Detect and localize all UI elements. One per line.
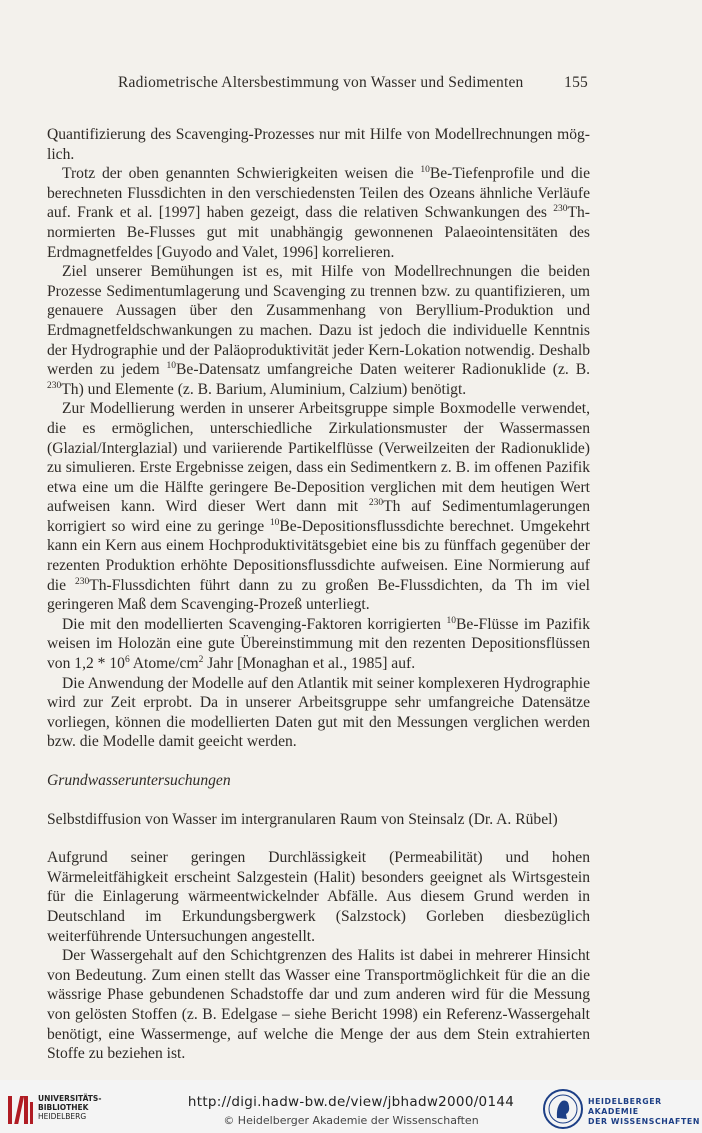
footer-bar (0, 1080, 702, 1133)
paragraph-5: Die mit den modellierten Scavenging-Faktoren korrigierten $^{10}$Be-Flüsse im Pazifik weisen im Holozän eine gute Übereinstimmung mit den rezenten Depositionsflüssen von $1,2 * 10^6$ Atome/$cm^2$ Jahr [Monaghan et al., 1985] auf. (47, 615, 590, 673)
paragraph-1: Quantifizierung des Scavenging-Prozesses nur mit Hilfe von Modellrechnungen mög-lich. (47, 126, 590, 163)
university-library-label: UNIVERSITÄTS- BIBLIOTHEK HEIDELBERG (38, 1094, 102, 1121)
copyright-notice: © Heidelberger Akademie der Wissenschaften (223, 1114, 479, 1127)
paragraph-2: Trotz der oben genannten Schwierigkeiten weisen die $^{10}$Be-Tiefenprofile und die berechneten Flussdichten in den verschiedensten Teilen des Ozeans ähnliche Verläufe auf. Frank et al. [1997] haben gezeigt, dass die relativen Schwankungen des $^{230}$Th-normierten Be-Flusses gut mit unabhängig gewonnenen Palaeointensitäten des Erdmagnetfeldes [Guyodo and Valet, 1996] korrelieren. (47, 165, 590, 261)
running-header (118, 74, 588, 92)
running-title: Radiometrische Altersbestimmung von Wasser und Sedimenten (118, 74, 524, 91)
subsection-heading: Selbstdiffusion von Wasser im intergranularen Raum von Steinsalz (Dr. A. Rübel) (47, 810, 558, 828)
academy-seal-icon[interactable] (542, 1088, 584, 1130)
paragraph-4: Zur Modellierung werden in unserer Arbeitsgruppe simple Boxmodelle verwendet, die es ermöglichen, unterschiedliche Zirkulationsmuster der Wassermassen (Glazial/Interglazial) und variierende Partikelflüsse (Verweilzeiten der Radionuklide) zu simulieren. Erste Ergebnisse zeigen, dass ein Sedimentkern z. B. im offenen Pazifik etwa eine um die Hälfte geringere Be-Deposition verglichen mit dem heutigen Wert aufweisen kann. Wird dieser Wert dann mit $^{230}$Th auf Sedimentumlagerungen korrigiert so wird eine zu geringe $^{10}$Be-Depositionsflussdichte berechnet. Umgekehrt kann ein Kern aus einem Hochproduktivitätsgebiet eine bis zu fünffach gegenüber der rezenten Produktion erhöhte Depositionsflussdichte aufweisen. Eine Normierung auf die $^{230}$Th-Flussdichten führt dann zu zu großen Be-Flussdichten, da Th im viel geringeren Maß dem Scavenging-Prozeß unterliegt. (47, 400, 590, 614)
paragraph-3: Ziel unserer Bemühungen ist es, mit Hilfe von Modellrechnungen die beiden Prozesse Sedimentumlagerung und Scavenging zu trennen bzw. zu quantifizieren, um genauere Aussagen über den Zusammenhang von Beryllium-Produktion und Erdmagnetfeldschwankungen zu machen. Dazu ist jedoch die individuelle Kenntnis der Hydrographie und der Paläoproduktivität jeder Kern-Lokation notwendig. Deshalb werden zu jedem $^{10}$Be-Datensatz umfangreiche Daten weiterer Radionuklide (z. B. $^{230}$Th) und Elemente (z. B. Barium, Aluminium, Calzium) benötigt. (47, 263, 591, 398)
section-heading: Grundwasseruntersuchungen (47, 772, 231, 789)
academy-label: HEIDELBERGER AKADEMIE DER WISSENSCHAFTEN (588, 1097, 700, 1126)
paragraph-8: Der Wassergehalt auf den Schichtgrenzen des Halits ist dabei in mehrerer Hinsicht von Bedeutung. Zum einen stellt das Wasser eine Transportmöglichkeit für die an die wässrige Phase gebundenen Schadstoffe dar und zum anderen wird für die Messung von gelösten Stoffen (z. B. Edelgase – siehe Bericht 1998) ein Referenz-Wassergehalt benötigt, eine Wassermenge, auf welche die Menge der aus dem Stein extrahierten Stoffe zu beziehen ist. (47, 947, 590, 1063)
document-url-link[interactable]: http://digi.hadw-bw.de/view/jbhadw2000/0144 (187, 1094, 515, 1110)
paragraph-6: Die Anwendung der Modelle auf den Atlantik mit seiner komplexeren Hydrographie wird zur Zeit erprobt. Da in unserer Arbeitsgruppe sehr umfangreiche Datensätze vorliegen, können die modellierten Daten gut mit den Messungen verglichen werden bzw. die Modelle damit geeicht werden. (47, 674, 590, 751)
paragraph-7: Aufgrund seiner geringen Durchlässigkeit (Permeabilität) und hohen Wärmeleitfähigkeit erscheint Salzgestein (Halit) besonders geeignet als Wirtsgestein für die Einlagerung wärmeentwickelnder Abfälle. Aus diesem Grund werden in Deutschland im Erkundungsbergwerk (Salzstock) Gorleben diesbezüglich weiterführende Untersuchungen angestellt. (47, 849, 590, 945)
page-body (47, 125, 590, 1064)
page-number: 155 (564, 74, 588, 91)
